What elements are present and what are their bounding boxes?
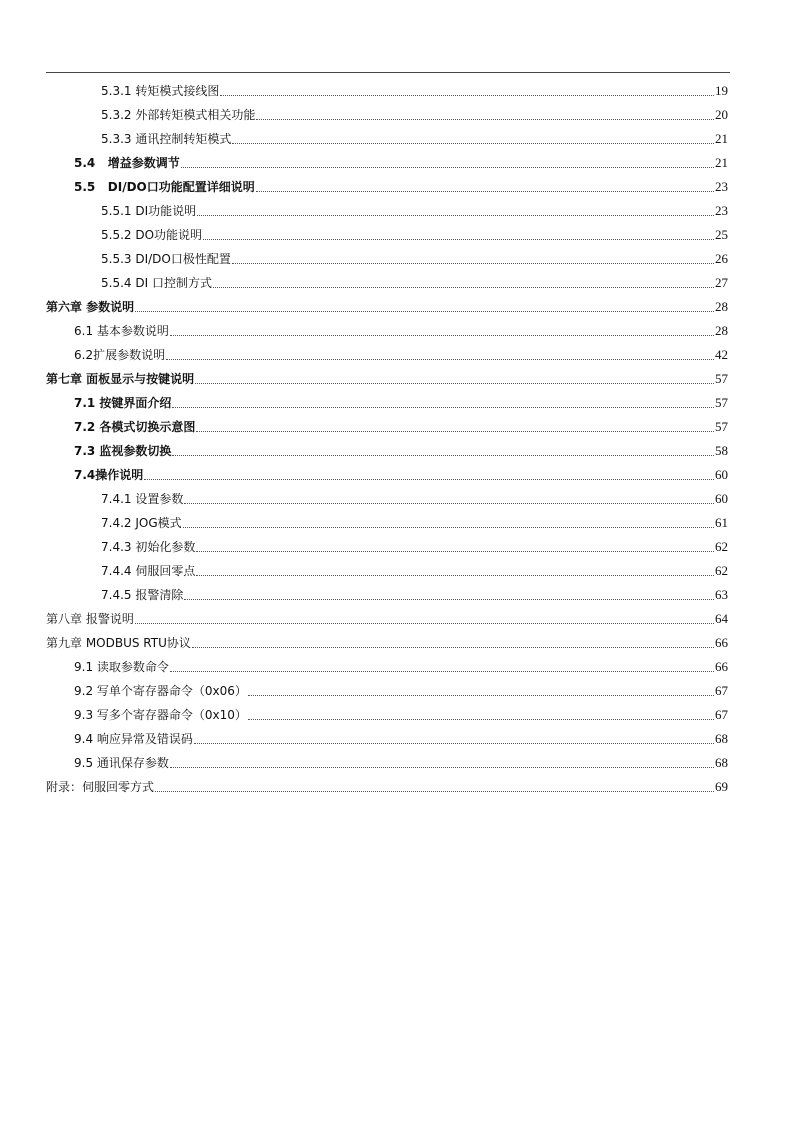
toc-entry[interactable] [0,197,793,221]
toc-entry-page-number: 63 [715,587,728,602]
toc-entry-page-number: 66 [715,635,728,650]
toc-entry-title: 5.5.1 DI功能说明 [101,204,197,218]
dot-leader [256,191,714,192]
toc-entry[interactable] [0,173,793,197]
toc-entry[interactable] [0,101,793,125]
toc-entry-title: 第九章 MODBUS RTU协议 [46,636,191,650]
dot-leader [183,527,714,528]
toc-entry[interactable] [0,149,793,173]
toc-entry-page-number: 61 [715,515,728,530]
toc-entry[interactable] [0,389,793,413]
toc-entry[interactable] [0,749,793,773]
toc-entry[interactable] [0,557,793,581]
toc-entry-title: 7.4.1 设置参数 [101,492,184,506]
toc-entry-page-number: 20 [715,107,728,122]
toc-entry-page-number: 28 [715,299,728,314]
toc-entry-title: 5.3.1 转矩模式接线图 [101,84,220,98]
toc-entry-title: 第六章 参数说明 [46,300,135,314]
toc-entry[interactable] [0,245,793,269]
toc-entry-page-number: 64 [715,611,728,626]
toc-entry-page-number: 68 [715,755,728,770]
toc-entry-title: 7.1 按键界面介绍 [74,396,172,410]
dot-leader [195,383,714,384]
toc-entry-page-number: 26 [715,251,728,266]
dot-leader [192,647,714,648]
toc-entry-title: 7.4.4 伺服回零点 [101,564,196,578]
toc-entry-page-number: 66 [715,659,728,674]
toc-entry-title: 第七章 面板显示与按键说明 [46,372,195,386]
toc-entry-title: 9.4 响应异常及错误码 [74,732,193,746]
toc-entry[interactable] [0,365,793,389]
toc-entry[interactable] [0,269,793,293]
toc-entry-title: 5.5.4 DI 口控制方式 [101,276,212,290]
toc-entry-title: 6.2扩展参数说明 [74,348,166,362]
toc-entry-title: 5.4 增益参数调节 [74,156,180,170]
dot-leader [144,479,714,480]
dot-leader [203,239,714,240]
toc-entry-page-number: 57 [715,371,728,386]
toc-entry-title: 5.5 DI/DO口功能配置详细说明 [74,180,255,194]
toc-entry[interactable] [0,413,793,437]
dot-leader [196,575,714,576]
header-rule [46,72,730,73]
toc-entry-title: 6.1 基本参数说明 [74,324,169,338]
toc-entry-page-number: 57 [715,395,728,410]
dot-leader [170,335,714,336]
toc-entry[interactable] [0,533,793,557]
toc-entry-page-number: 57 [715,419,728,434]
toc-entry[interactable] [0,725,793,749]
dot-leader [172,455,714,456]
toc-entry-title: 第八章 报警说明 [46,612,134,626]
dot-leader [170,671,714,672]
toc-entry-title: 7.4.2 JOG模式 [101,516,182,530]
toc-entry-page-number: 58 [715,443,728,458]
dot-leader [232,143,714,144]
toc-entry[interactable] [0,629,793,653]
toc-entry-page-number: 21 [715,131,728,146]
dot-leader [181,167,714,168]
dot-leader [170,767,714,768]
toc-entry-title: 5.5.2 DO功能说明 [101,228,203,242]
dot-leader [166,359,714,360]
toc-entry[interactable] [0,701,793,725]
toc-entry[interactable] [0,341,793,365]
toc-entry[interactable] [0,677,793,701]
dot-leader [155,791,714,792]
toc-entry-page-number: 25 [715,227,728,242]
toc-entry[interactable] [0,317,793,341]
toc-entry-title: 7.3 监视参数切换 [74,444,172,458]
toc-entry-title: 7.4操作说明 [74,468,144,482]
toc-entry-title: 7.2 各模式切换示意图 [74,420,196,434]
toc-entry-title: 7.4.3 初始化参数 [101,540,196,554]
toc-entry-page-number: 60 [715,467,728,482]
toc-entry[interactable] [0,125,793,149]
toc-entry-page-number: 27 [715,275,728,290]
toc-entry[interactable] [0,461,793,485]
toc-entry-page-number: 62 [715,563,728,578]
dot-leader [196,431,714,432]
dot-leader [213,287,714,288]
toc-entry-page-number: 68 [715,731,728,746]
toc-entry[interactable] [0,221,793,245]
toc-entry-title: 9.5 通讯保存参数 [74,756,169,770]
toc-entry-title: 5.3.3 通讯控制转矩模式 [101,132,232,146]
toc-entry[interactable] [0,581,793,605]
toc-entry-page-number: 28 [715,323,728,338]
toc-entry-title: 5.3.2 外部转矩模式相关功能 [101,108,256,122]
dot-leader [135,623,714,624]
dot-leader [184,503,714,504]
toc-entry-title: 附录：伺服回零方式 [46,780,155,794]
dot-leader [248,695,714,696]
dot-leader [194,743,714,744]
toc-entry[interactable] [0,773,793,797]
toc-entry-page-number: 67 [715,707,728,722]
toc-entry-page-number: 23 [715,203,728,218]
toc-entry-title: 7.4.5 报警清除 [101,588,184,602]
toc-entry-page-number: 67 [715,683,728,698]
toc-entry[interactable] [0,605,793,629]
toc-entry[interactable] [0,77,793,101]
toc-entry-title: 5.5.3 DI/DO口极性配置 [101,252,231,266]
toc-entry-page-number: 69 [715,779,728,794]
dot-leader [197,215,714,216]
toc-entry-title: 9.2 写单个寄存器命令（0x06） [74,684,247,698]
toc-entry-page-number: 42 [715,347,728,362]
toc-entry-page-number: 60 [715,491,728,506]
toc-entry[interactable] [0,293,793,317]
toc-entry-title: 9.3 写多个寄存器命令（0x10） [74,708,247,722]
toc-entry[interactable] [0,653,793,677]
toc-entry[interactable] [0,509,793,533]
toc-entry-page-number: 19 [715,83,728,98]
toc-entry-page-number: 62 [715,539,728,554]
dot-leader [172,407,714,408]
dot-leader [184,599,714,600]
toc-entry-page-number: 21 [715,155,728,170]
dot-leader [248,719,714,720]
toc-entry[interactable] [0,437,793,461]
dot-leader [220,95,714,96]
toc-entry[interactable] [0,485,793,509]
dot-leader [256,119,714,120]
table-of-contents [0,77,793,797]
dot-leader [135,311,714,312]
toc-entry-page-number: 23 [715,179,728,194]
toc-entry-title: 9.1 读取参数命令 [74,660,169,674]
dot-leader [196,551,714,552]
dot-leader [232,263,714,264]
